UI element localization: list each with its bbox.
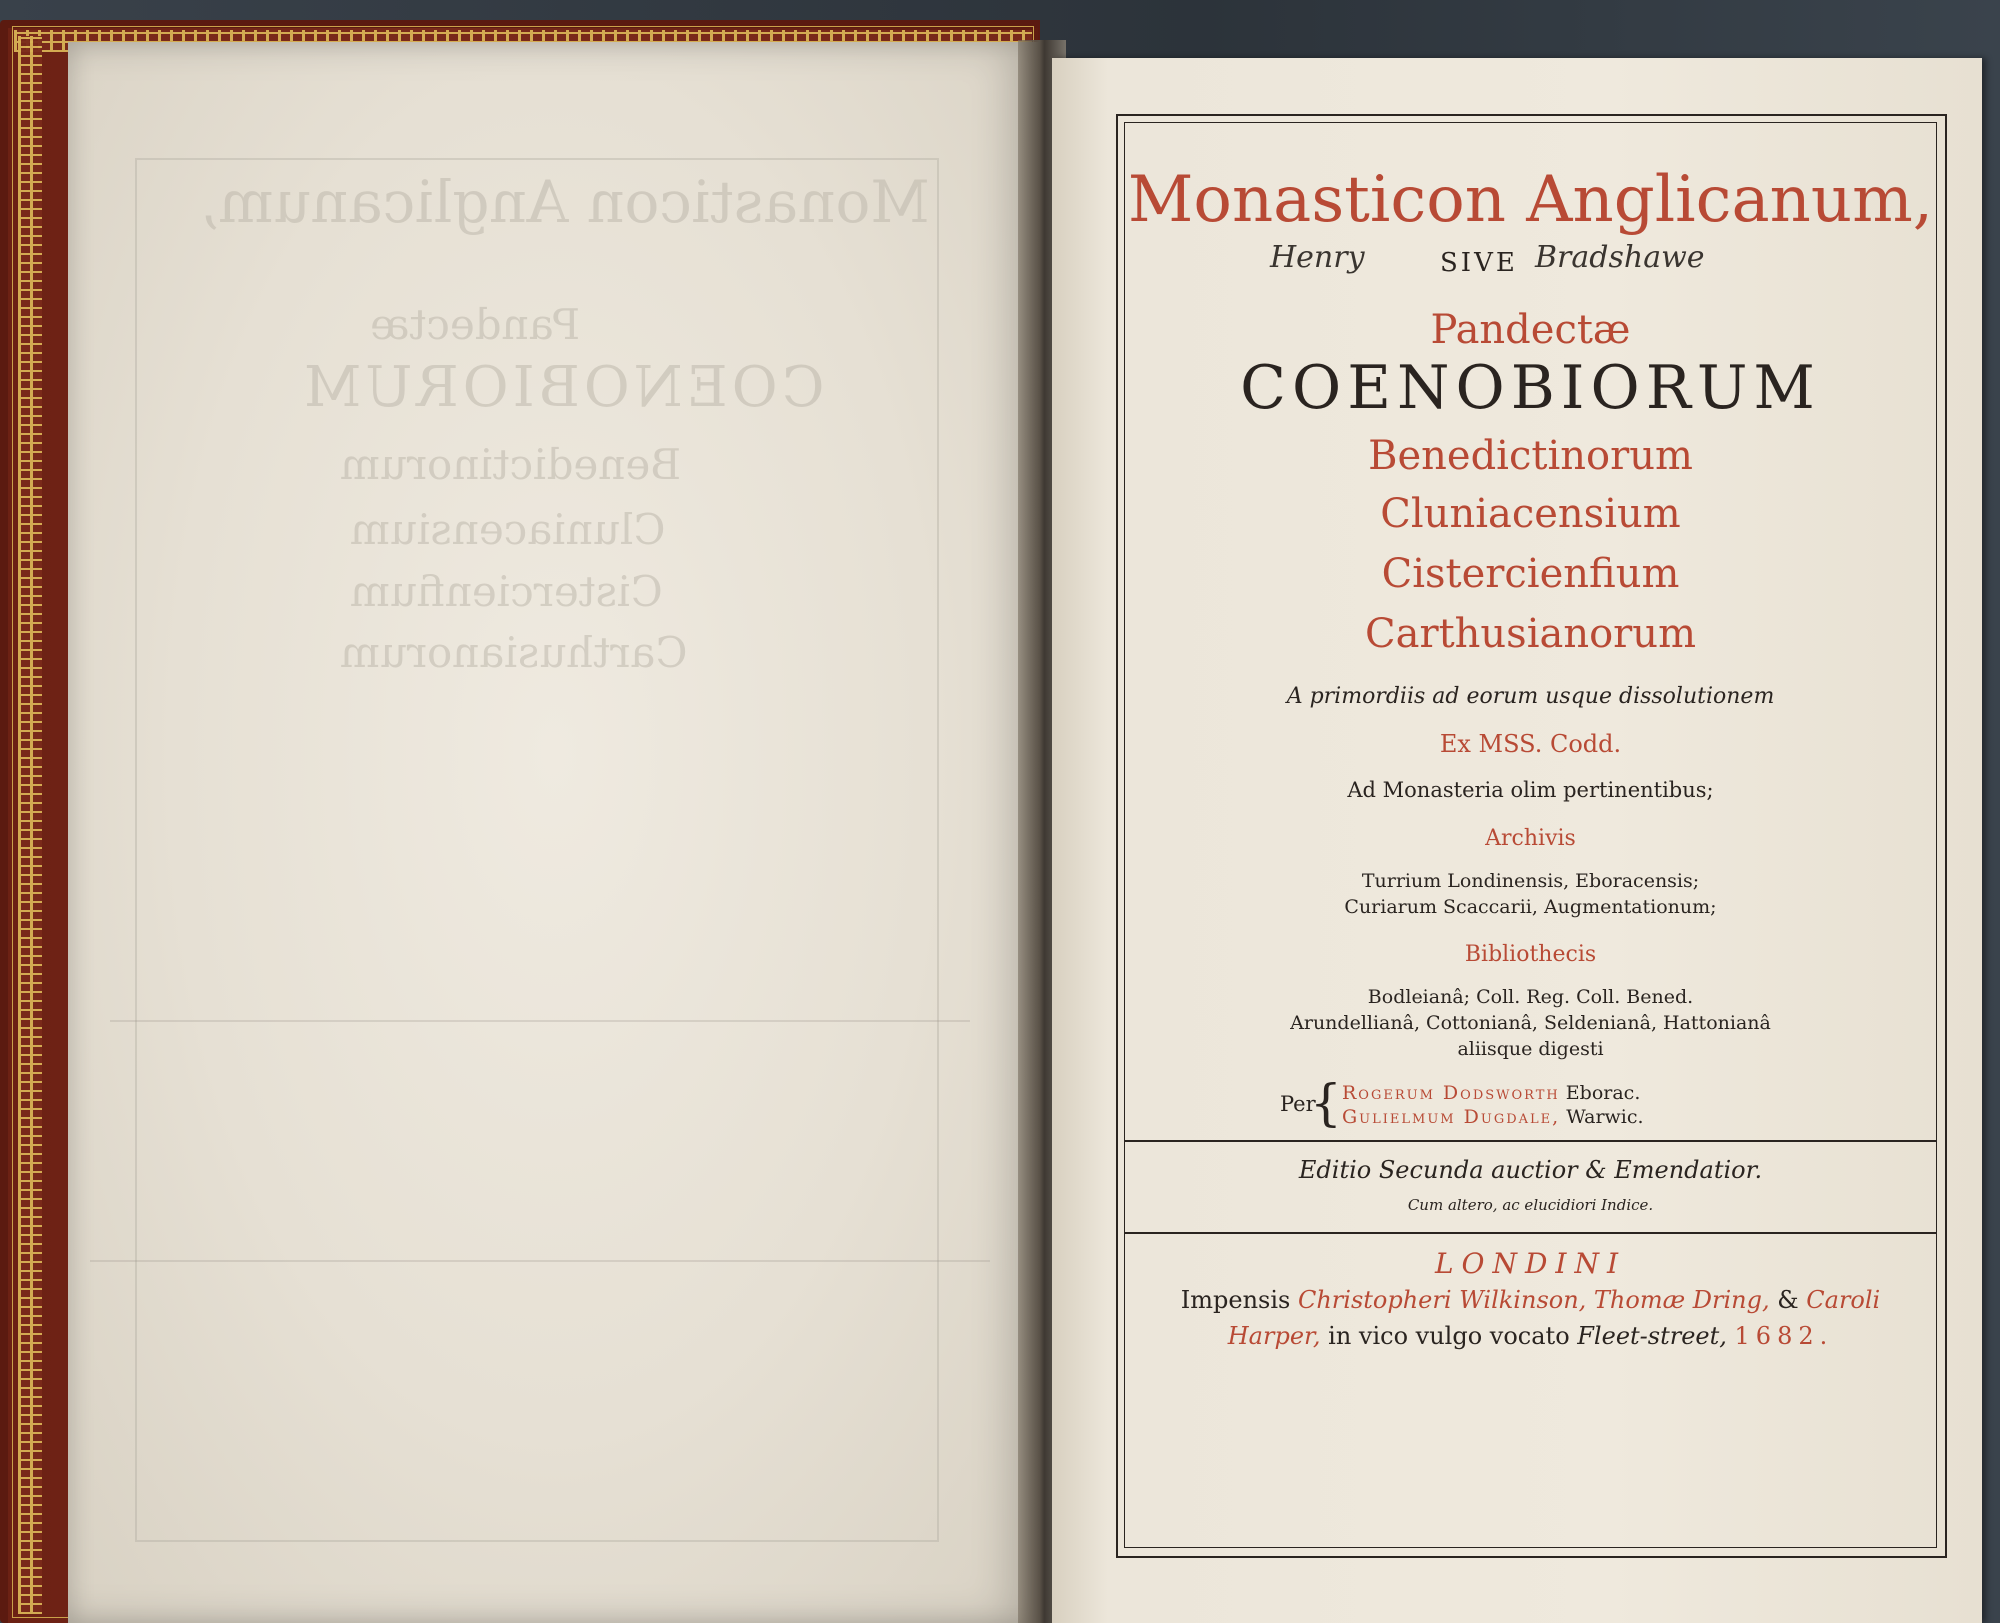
rule-upper: [1124, 1140, 1937, 1142]
imprint-londini: LONDINI: [1434, 1247, 1627, 1280]
word-coenobiorum: COENOBIORUM: [1240, 353, 1821, 423]
order-cisterciensium: Cistercienfium: [1381, 551, 1680, 597]
order-cluniacensium: Cluniacensium: [1380, 491, 1681, 537]
line-primordiis: A primordiis ad eorum usque dissolutionem: [1286, 684, 1775, 709]
show-through-line: Cistercienfium: [350, 567, 663, 616]
imprint-line-1: [1124, 1288, 1937, 1312]
order-carthusianorum: Carthusianorum: [1365, 611, 1696, 657]
publisher-caroli: Caroli: [1806, 1286, 1881, 1314]
line-cum-altero: Cum altero, ac elucidiori Indice.: [1407, 1196, 1654, 1214]
title-monasticon: Monasticon Anglicanum,: [1127, 163, 1934, 237]
imprint-year: 1682.: [1734, 1322, 1834, 1350]
show-through-line: COENOBIORUM: [300, 355, 825, 420]
author-dodsworth-place: Eborac.: [1565, 1082, 1641, 1104]
heading-archivis: Archivis: [1485, 826, 1576, 851]
line-arundelliana: Arundellianâ, Cottonianâ, Seldenianâ, Hattonianâ: [1290, 1012, 1771, 1034]
authors-block: [1280, 1074, 1740, 1132]
word-per: Per: [1280, 1092, 1316, 1116]
show-through-title: Monasticon Anglicanum,: [200, 168, 930, 236]
show-through-line: Pandectæ: [370, 300, 581, 349]
show-through-line: Cluniacensium: [350, 505, 666, 554]
paper-crease: [110, 1020, 970, 1022]
author-dugdale: [1342, 1106, 1644, 1128]
line-ex-mss: Ex MSS. Codd.: [1439, 730, 1622, 758]
show-through-line: Carthusianorum: [340, 628, 688, 677]
ampersand: &: [1777, 1286, 1799, 1314]
line-turrium: Turrium Londinensis, Eboracensis;: [1361, 870, 1700, 892]
line-ad-monasteria: Ad Monasteria olim pertinentibus;: [1347, 778, 1714, 802]
order-benedictinorum: Benedictinorum: [1368, 433, 1693, 479]
word-pandectae: Pandectæ: [1430, 307, 1631, 353]
ownership-signature-last: Bradshawe: [1535, 240, 1705, 275]
show-through-line: Benedictinorum: [340, 440, 682, 489]
word-sive: SIVE: [1440, 248, 1518, 278]
publisher-harper: Harper,: [1227, 1322, 1321, 1350]
line-aliisque: aliisque digesti: [1457, 1038, 1604, 1060]
paper-crease: [90, 1260, 990, 1262]
author-dugdale-name: Gulielmum Dugdale,: [1342, 1106, 1561, 1128]
rule-lower: [1124, 1232, 1937, 1234]
line-bodleiana: Bodleianâ; Coll. Reg. Coll. Bened.: [1367, 986, 1694, 1008]
publishers-names: Christopheri Wilkinson, Thomæ Dring,: [1297, 1286, 1770, 1314]
author-dodsworth-name: Rogerum Dodsworth: [1342, 1082, 1560, 1104]
heading-bibliothecis: Bibliothecis: [1464, 942, 1597, 967]
line-editio: Editio Secunda auctior & Emendatior.: [1298, 1156, 1763, 1184]
brace: {: [1310, 1074, 1342, 1132]
in-vico: in vico vulgo vocato: [1328, 1322, 1570, 1350]
line-curiarum: Curiarum Scaccarii, Augmentationum;: [1344, 896, 1717, 918]
ownership-signature-first: Henry: [1270, 240, 1365, 275]
author-dugdale-place: Warwic.: [1566, 1106, 1644, 1128]
imprint-line-2: [1124, 1324, 1937, 1348]
word-impensis: Impensis: [1180, 1286, 1291, 1314]
author-dodsworth: [1342, 1082, 1640, 1104]
fleet-street: Fleet-street,: [1577, 1322, 1727, 1350]
